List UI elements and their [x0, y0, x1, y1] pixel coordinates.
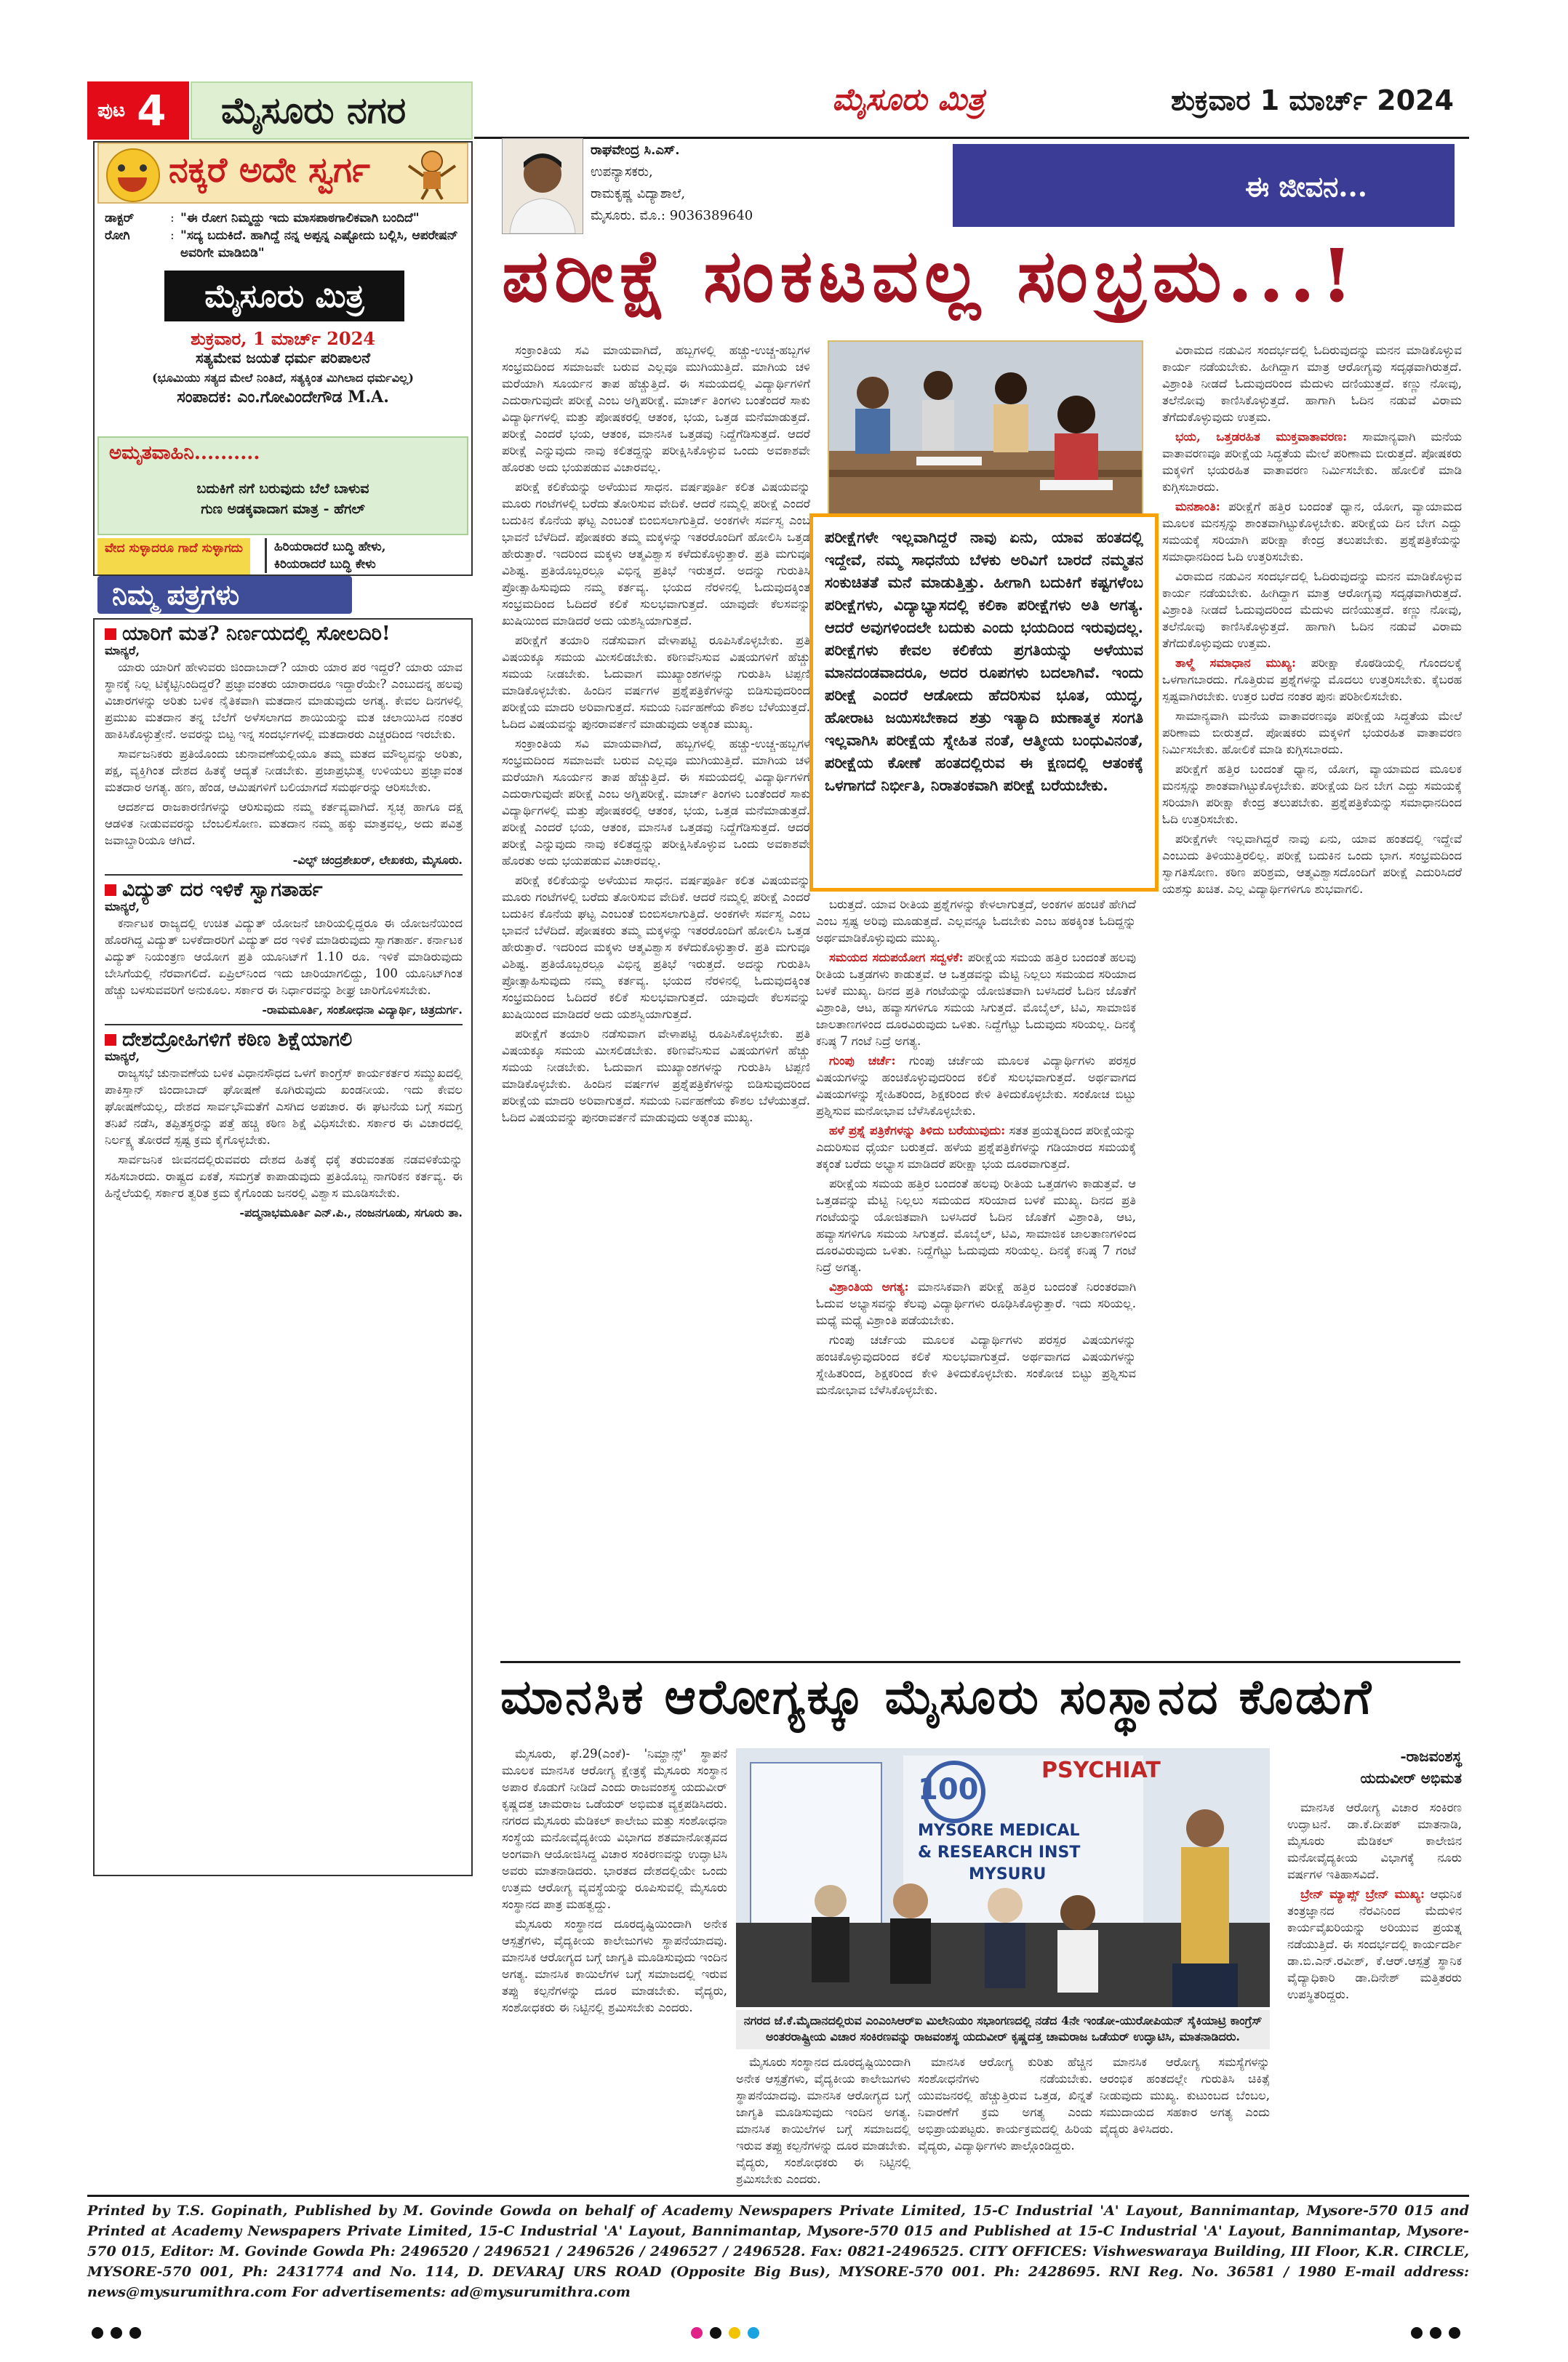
amruthavahini-quote: [99, 479, 467, 519]
registration-dot: [691, 2327, 703, 2339]
article-2-para: ಮೈಸೂರು ಸಂಸ್ಥಾನದ ದೂರದೃಷ್ಟಿಯಿಂದಾಗಿ ಅನೇಕ ಆಸ್ಪತ್ರೆಗಳು, ವೈದ್ಯಕೀಯ ಕಾಲೇಜುಗಳು ಸ್ಥಾಪನೆಯಾದವು. ಮಾನಸಿಕ ಆರೋಗ್ಯದ ಬಗ್ಗೆ ಜಾಗೃತಿ ಮೂಡಿಸುವುದು ಇಂದಿನ ಅಗತ್ಯ. ಮಾನಸಿಕ ಕಾಯಿಲೆಗಳ ಬಗ್ಗೆ ಸಮಾಜದಲ್ಲಿ ಇರುವ ತಪ್ಪು ಕಲ್ಪನೆಗಳನ್ನು ದೂರ ಮಾಡಬೇಕು. ವೈದ್ಯರು, ಸಂಶೋಧಕರು ಈ ನಿಟ್ಟಿನಲ್ಲಿ ಶ್ರಮಿಸಬೇಕು ಎಂದರು.: [502, 1917, 727, 2014]
subheading: ಹಳೆ ಪ್ರಶ್ನೆ ಪತ್ರಿಕೆಗಳನ್ನು ತಿಳಿದು ಬರೆಯುವುದು:: [829, 1124, 1006, 1137]
author-organisation: ರಾಮಕೃಷ್ಣ ವಿದ್ಯಾಶಾಲೆ,: [591, 186, 686, 201]
letter-2-body: ಕರ್ನಾಟಕ ರಾಜ್ಯದಲ್ಲಿ ಉಚಿತ ವಿದ್ಯುತ್ ಯೋಜನೆ ಜಾರಿಯಲ್ಲಿದ್ದರೂ ಈ ಯೋಜನೆಯಿಂದ ಹೊರಗಿದ್ದ ವಿದ್ಯುತ್ ಬಳಕೆದಾರರಿಗೆ ವಿದ್ಯುತ್ ದರ ಇಳಿಕೆ ಮಾಡಿರುವುದು ಸ್ವಾಗತಾರ್ಹ. ಕರ್ನಾಟಕ ವಿದ್ಯುತ್ ನಿಯಂತ್ರಣ ಆಯೋಗ ಪ್ರತಿ ಯೂನಿಟ್‌ಗೆ 1.10 ರೂ. ಇಳಿಕೆ ಮಾಡಿರುವುದು ಬೇಸಿಗೆಯಲ್ಲಿ ನೆರವಾಗಲಿದೆ. ಏಪ್ರಿಲ್‌ನಿಂದ ಇದು ಜಾರಿಯಾಗಲಿದ್ದು, 100 ಯೂನಿಟ್‌ಗಿಂತ ಹೆಚ್ಚು ಬಳಸುವವರಿಗೆ ಅನುಕೂಲ. ಸರ್ಕಾರ ಈ ನಿರ್ಧಾರವನ್ನು ಶೀಘ್ರ ಜಾರಿಗೊಳಿಸಬೇಕು.: [105, 916, 463, 997]
page-number: 4: [137, 86, 167, 135]
article-para: ಪರೀಕ್ಷೆಗೆ ಹತ್ತಿರ ಬಂದಂತೆ ಧ್ಯಾನ, ಯೋಗ, ವ್ಯಾಯಾಮದ ಮೂಲಕ ಮನಸ್ಸನ್ನು ಶಾಂತವಾಗಿಟ್ಟುಕೊಳ್ಳಬೇಕು. ಪರೀಕ್ಷೆಯ ದಿನ ಬೇಗ ಎದ್ದು ಸಮಯಕ್ಕೆ ಸರಿಯಾಗಿ ಪರೀಕ್ಷಾ ಕೇಂದ್ರ ತಲುಪಬೇಕು. ಪ್ರಶ್ನೆಪತ್ರಿಕೆಯನ್ನು ಸಮಾಧಾನದಿಂದ ಓದಿ ಉತ್ತರಿಸಬೇಕು.: [1162, 500, 1462, 564]
registration-dot: [111, 2327, 122, 2339]
letter-1-signature: -ವಿಲ್ಫ್ ಚಂದ್ರಶೇಖರ್, ಲೇಖಕರು, ಮೈಸೂರು.: [292, 853, 463, 867]
article-para: ಸಾಮಾನ್ಯವಾಗಿ ಮನೆಯ ವಾತಾವರಣವೂ ಪರೀಕ್ಷೆಯ ಸಿದ್ಧತೆಯ ಮೇಲೆ ಪರಿಣಾಮ ಬೀರುತ್ತದೆ. ಪೋಷಕರು ಮಕ್ಕಳಿಗೆ ಭಯರಹಿತ ವಾತಾವರಣ ನಿರ್ಮಿಸಬೇಕು. ಹೋಲಿಕೆ ಮಾಡಿ ಕುಗ್ಗಿಸಬಾರದು.: [1162, 430, 1462, 494]
article-para: ಮಾನಸಿಕವಾಗಿ ಪರೀಕ್ಷೆ ಹತ್ತಿರ ಬಂದಂತೆ ನಿರಂತರವಾಗಿ ಓದುವ ಅಭ್ಯಾಸವನ್ನು ಕೆಲವು ವಿದ್ಯಾರ್ಥಿಗಳು ರೂಢಿಸಿಕೊಳ್ಳುತ್ತಾರೆ. ಇದು ಸರಿಯಲ್ಲ. ಮಧ್ಯೆ ಮಧ್ಯೆ ವಿಶ್ರಾಂತಿ ಪಡೆಯಬೇಕು.: [816, 1280, 1136, 1327]
letter-1-body-3: ಆದರ್ಶದ ರಾಜಕಾರಣಿಗಳನ್ನು ಆರಿಸುವುದು ನಮ್ಮ ಕರ್ತವ್ಯವಾಗಿದೆ. ಸ್ವಚ್ಛ ಹಾಗೂ ದಕ್ಷ ಆಡಳಿತ ನೀಡುವವರನ್ನು ಬೆಂಬಲಿಸೋಣ. ಮತದಾನ ನಮ್ಮ ಹಕ್ಕು ಮಾತ್ರವಲ್ಲ, ಅದು ಪವಿತ್ರ ಜವಾಬ್ದಾರಿಯೂ ಆಗಿದೆ.: [105, 800, 463, 847]
masthead-date: ಶುಕ್ರವಾರ, 1 ಮಾರ್ಚ್ 2024: [191, 328, 375, 349]
article-para: ಸಂಕ್ರಾಂತಿಯ ಸವಿ ಮಾಯವಾಗಿದೆ, ಹಬ್ಬಗಳಲ್ಲಿ ಹಚ್ಚು-ಉಚ್ಚ-ಹಬ್ಬಗಳ ಸಂಭ್ರಮದಿಂದ ಸಮಾಜವೇ ಬರುವ ಎಲ್ಲವೂ ಮುಗಿಯುತ್ತಿದೆ. ಮಾಗಿಯ ಚಳಿ ಮರೆಯಾಗಿ ಸೂರ್ಯನ ತಾಪ ಹೆಚ್ಚುತ್ತಿದೆ. ಈ ಸಮಯದಲ್ಲಿ ವಿದ್ಯಾರ್ಥಿಗಳಿಗೆ ಎದುರಾಗುವುದೇ ಪರೀಕ್ಷೆ ಎಂಬ ಅಗ್ನಿಪರೀಕ್ಷೆ. ಮಾರ್ಚ್ ತಿಂಗಳು ಬಂತೆಂದರೆ ಸಾಕು ವಿದ್ಯಾರ್ಥಿಗಳಲ್ಲಿ ಮತ್ತು ಪೋಷಕರಲ್ಲಿ ಆತಂಕ, ಭಯ, ಒತ್ತಡ ಮನೆಮಾಡುತ್ತದೆ. ಪರೀಕ್ಷೆ ಎಂದರೆ ಭಯ, ಆತಂಕ, ಮಾನಸಿಕ ಒತ್ತಡವು ನಿದ್ದೆಗೆಡಿಸುತ್ತದೆ. ಆದರೆ ಪರೀಕ್ಷೆ ಎನ್ನುವುದು ನಾವು ಕಲಿತದ್ದನ್ನು ಪರೀಕ್ಷಿಸಿಕೊಳ್ಳುವ ಒಂದು ಅವಕಾಶವೇ ಹೊರತು ಅದು ಭಯಪಡುವ ವಿಚಾರವಲ್ಲ.: [502, 737, 810, 868]
proverb-box: [97, 538, 468, 575]
article-para: ಬರುತ್ತದೆ. ಯಾವ ರೀತಿಯ ಪ್ರಶ್ನೆಗಳನ್ನು ಕೇಳಲಾಗುತ್ತದೆ, ಅಂಕಗಳ ಹಂಚಿಕೆ ಹೇಗಿದೆ ಎಂಬ ಸ್ಪಷ್ಟ ಅರಿವು ಮೂಡುತ್ತದೆ. ಎಲ್ಲವನ್ನೂ ಓದಬೇಕು ಎಂಬ ಹಠಕ್ಕಿಂತ ಓದಿದ್ದನ್ನು ಅರ್ಥಮಾಡಿಕೊಳ್ಳುವುದು ಮುಖ್ಯ.: [816, 897, 1136, 945]
letter-1-headline: ಯಾರಿಗೆ ಮತ? ನಿರ್ಣಯದಲ್ಲಿ ಸೋಲದಿರಿ!: [105, 625, 463, 642]
registration-dot: [1449, 2327, 1460, 2339]
masthead-motto-meaning: (ಭೂಮಿಯು ಸತ್ಯದ ಮೇಲೆ ನಿಂತಿದೆ, ಸತ್ಯಕ್ಕಿಂತ ಮಿಗಿಲಾದ ಧರ್ಮವಿಲ್ಲ): [152, 371, 414, 385]
photo-caption: ನಗರದ ಜೆ.ಕೆ.ಮೈದಾನದಲ್ಲಿರುವ ಎಂಎಂಸಿಆರ್‌ಐ ಮಿಲೇನಿಯಂ ಸಭಾಂಗಣದಲ್ಲಿ ನಡೆದ 4ನೇ ಇಂಡೋ-ಯುರೋಪಿಯನ್ ಸೈಕಿಯಾಟ್ರಿ ಕಾಂಗ್ರೆಸ್ ಅಂತರರಾಷ್ಟ್ರೀಯ ವಿಚಾರ ಸಂಕಿರಣವನ್ನು ರಾಜವಂಶಸ್ಥ ಯದುವೀರ್ ಕೃಷ್ಣದತ್ತ ಚಾಮರಾಜ ಒಡೆಯರ್ ಉದ್ಘಾಟಿಸಿ, ಮಾತನಾಡಿದರು.: [736, 2010, 1270, 2049]
banner-line-1: MYSORE MEDICAL: [918, 1822, 1080, 1840]
article-para: ಗುಂಪು ಚರ್ಚೆಯ ಮೂಲಕ ವಿದ್ಯಾರ್ಥಿಗಳು ಪರಸ್ಪರ ವಿಷಯಗಳನ್ನು ಹಂಚಿಕೊಳ್ಳುವುದರಿಂದ ಕಲಿಕೆ ಸುಲಭವಾಗುತ್ತದೆ. ಅರ್ಥವಾಗದ ವಿಷಯಗಳನ್ನು ಸ್ನೇಹಿತರಿಂದ, ಶಿಕ್ಷಕರಿಂದ ಕೇಳಿ ತಿಳಿದುಕೊಳ್ಳಬೇಕು. ಸಂಕೋಚ ಬಿಟ್ಟು ಪ್ರಶ್ನಿಸುವ ಮನೋಭಾವ ಬೆಳೆಸಿಕೊಳ್ಳಬೇಕು.: [816, 1333, 1136, 1397]
column-kicker: ಈ ಜೀವನ...: [1245, 170, 1367, 203]
proverb-tag: ವೇದ ಸುಳ್ಳಾದರೂ ಗಾದೆ ಸುಳ್ಳಾಗದು: [97, 538, 250, 575]
subheading: ಗುಂಪು ಚರ್ಚೆ:: [829, 1054, 896, 1068]
header-rule: [474, 137, 1469, 139]
subheading: ವಿಶ್ರಾಂತಿಯ ಅಗತ್ಯ:: [829, 1280, 909, 1294]
letters-column: [105, 625, 463, 1870]
cartoon-figure-icon: [403, 147, 461, 201]
pull-quote-box: ಪರೀಕ್ಷೆಗಳೇ ಇಲ್ಲವಾಗಿದ್ದರೆ ನಾವು ಏನು, ಯಾವ ಹಂತದಲ್ಲಿ ಇದ್ದೇವೆ, ನಮ್ಮ ಸಾಧನೆಯ ಬೆಳಕು ಅರಿವಿಗೆ ಬಾರದೆ ನಮ್ಮತನ ಸಂಕುಚಿತತೆ ಮನೆ ಮಾಡುತ್ತಿತ್ತು. ಹೀಗಾಗಿ ಬದುಕಿಗೆ ಕಷ್ಟಗಳೆಂಬ ಪರೀಕ್ಷೆಗಳು, ವಿದ್ಯಾಭ್ಯಾಸದಲ್ಲಿ ಕಲಿಕಾ ಪರೀಕ್ಷೆಗಳು ಅತಿ ಅಗತ್ಯ. ಆದರೆ ಅವುಗಳಿಂದಲೇ ಬದುಕು ಎಂದು ಭಯದಿಂದ ಇರುವುದಲ್ಲ. ಪರೀಕ್ಷೆಗಳು ಕೇವಲ ಕಲಿಕೆಯ ಪ್ರಗತಿಯನ್ನು ಅಳೆಯುವ ಮಾನದಂಡವಾದರೂ, ಅದರ ರೂಪಗಳು ಬದಲಾಗಿವೆ. ಇಂದು ಪರೀಕ್ಷೆ ಎಂದರೆ ಆಡೋದು ಹೆದರಿಸುವ ಭೂತ, ಯುದ್ಧ, ಹೋರಾಟ ಜಯಿಸಬೇಕಾದ ಶತ್ರು ಇತ್ಯಾದಿ ಋಣಾತ್ಮಕ ಸಂಗತಿ ಇಲ್ಲವಾಗಿಸಿ ಪರೀಕ್ಷೆಯ ಸ್ನೇಹಿತ ನಂತೆ, ಆತ್ಮೀಯ ಬಂಧುವಿನಂತೆ, ಪರೀಕ್ಷೆಯ ಕೋಣೆ ಹಂತದಲ್ಲಿರುವ ಈ ಕ್ಷಣದಲ್ಲಿ ಆತಂಕಕ್ಕೆ ಒಳಗಾಗದೆ ನಿರ್ಭೀತಿ, ನಿರಾತಂಕವಾಗಿ ಪರೀಕ್ಷೆ ಬರೆಯಬೇಕು.: [809, 513, 1159, 892]
joke-banner: [97, 143, 468, 204]
proverb-line-1: ಹಿರಿಯರಾದರೆ ಬುದ್ಧಿ ಹೇಳು,: [274, 540, 386, 554]
article-2-rule: [500, 1661, 1460, 1663]
article-2-para: ಮೈಸೂರು ಸಂಸ್ಥಾನದ ದೂರದೃಷ್ಟಿಯಿಂದಾಗಿ ಅನೇಕ ಆಸ್ಪತ್ರೆಗಳು, ವೈದ್ಯಕೀಯ ಕಾಲೇಜುಗಳು ಸ್ಥಾಪನೆಯಾದವು. ಮಾನಸಿಕ ಆರೋಗ್ಯದ ಬಗ್ಗೆ ಜಾಗೃತಿ ಮೂಡಿಸುವುದು ಇಂದಿನ ಅಗತ್ಯ. ಮಾನಸಿಕ ಕಾಯಿಲೆಗಳ ಬಗ್ಗೆ ಸಮಾಜದಲ್ಲಿ ಇರುವ ತಪ್ಪು ಕಲ್ಪನೆಗಳನ್ನು ದೂರ ಮಾಡಬೇಕು. ವೈದ್ಯರು, ಸಂಶೋಧಕರು ಈ ನಿಟ್ಟಿನಲ್ಲಿ ಶ್ರಮಿಸಬೇಕು ಎಂದರು.: [736, 2055, 911, 2186]
subheading: ಭಯ, ಒತ್ತಡರಹಿತ ಮುಕ್ತವಾತಾವರಣ:: [1175, 430, 1348, 444]
author-name: ರಾಘವೇಂದ್ರ ಸಿ.ಎಸ್.: [591, 143, 680, 158]
letter-2-headline: ವಿದ್ಯುತ್ ದರ ಇಳಿಕೆ ಸ್ವಾಗತಾರ್ಹ: [105, 881, 463, 898]
imprint-line: Printed by T.S. Gopinath, Published by M. Govinde Gowda on behalf of Academy Newspapers Private Limited, 15-C Industrial 'A' Layout, Bannimantap, Mysore-570 015 and Printed at Academy Newspapers Private Limited, 15-C Industrial 'A' Layout, Bannimantap, Mysore-570 015 and Published at 15-C Industrial 'A' Layout, Bannimantap, Mysore-570 015, Editor: M. Govinde Gowda Ph: 2496520 / 2496521 / 2496526 / 2496527 / 2496528. Fax: 0821-2496525. CITY OFFICES: Vishweswaraya Building, III Floor, K.R. CIRCLE, MYSORE-570 001, Ph: 2431774 and No. 114, D. DEVARAJ URS ROAD (Opposite Big Bus), MYSORE-570 001. Ph: 2428695. RNI Reg. No. 36581 / 1980 E-mail address: news@mysurumithra.com For advertisements: ad@mysurumithra.com: [87, 2203, 1469, 2300]
article-para: ಪರೀಕ್ಷೆ ಕಲಿಕೆಯನ್ನು ಅಳೆಯುವ ಸಾಧನ. ವರ್ಷಪೂರ್ತಿ ಕಲಿತ ವಿಷಯವನ್ನು ಮೂರು ಗಂಟೆಗಳಲ್ಲಿ ಬರೆದು ತೋರಿಸುವ ವೇದಿಕೆ. ಆದರೆ ನಮ್ಮಲ್ಲಿ ಪರೀಕ್ಷೆ ಎಂದರೆ ಬದುಕಿನ ಕೊನೆಯ ಘಟ್ಟ ಎಂಬಂತೆ ಬಿಂಬಿಸಲಾಗುತ್ತಿದೆ. ಅಂಕಗಳೇ ಸರ್ವಸ್ವ ಎಂಬ ಭಾವನೆ ಬೆಳೆದಿದೆ. ಪೋಷಕರು ತಮ್ಮ ಮಕ್ಕಳನ್ನು ಇತರರೊಂದಿಗೆ ಹೋಲಿಸಿ ಒತ್ತಡ ಹೇರುತ್ತಾರೆ. ಇದರಿಂದ ಮಕ್ಕಳು ಆತ್ಮವಿಶ್ವಾಸ ಕಳೆದುಕೊಳ್ಳುತ್ತಾರೆ. ಪ್ರತಿ ಮಗುವೂ ವಿಶಿಷ್ಟ. ಪ್ರತಿಯೊಬ್ಬರಲ್ಲೂ ವಿಭಿನ್ನ ಪ್ರತಿಭೆ ಇರುತ್ತದೆ. ಅದನ್ನು ಗುರುತಿಸಿ ಪ್ರೋತ್ಸಾಹಿಸುವುದು ನಮ್ಮ ಕರ್ತವ್ಯ. ಭಯದ ನೆರಳಿನಲ್ಲಿ ಓದುವುದಕ್ಕಿಂತ ಸಂಭ್ರಮದಿಂದ ಓದಿದರೆ ಕಲಿಕೆ ಸುಲಭವಾಗುತ್ತದೆ. ಯಾವುದೇ ಕೆಲಸವನ್ನು ಖುಷಿಯಿಂದ ಮಾಡಿದರೆ ಅದು ಯಶಸ್ವಿಯಾಗುತ್ತದೆ.: [502, 480, 810, 628]
article-2-headline: ಮಾನಸಿಕ ಆರೋಗ್ಯಕ್ಕೂ ಮೈಸೂರು ಸಂಸ್ಥಾನದ ಕೊಡುಗೆ: [500, 1668, 1374, 1725]
letter-2-salutation: ಮಾನ್ಯರೆ,: [105, 900, 140, 913]
masthead-logo: ಮೈಸೂರು ಮಿತ್ರ: [164, 271, 404, 321]
section-name: ಮೈಸೂರು ನಗರ: [191, 81, 473, 140]
registration-dots-left: [92, 2327, 148, 2342]
page-number-badge: [87, 81, 189, 140]
article-para: ಪರೀಕ್ಷೆ ಕಲಿಕೆಯನ್ನು ಅಳೆಯುವ ಸಾಧನ. ವರ್ಷಪೂರ್ತಿ ಕಲಿತ ವಿಷಯವನ್ನು ಮೂರು ಗಂಟೆಗಳಲ್ಲಿ ಬರೆದು ತೋರಿಸುವ ವೇದಿಕೆ. ಆದರೆ ನಮ್ಮಲ್ಲಿ ಪರೀಕ್ಷೆ ಎಂದರೆ ಬದುಕಿನ ಕೊನೆಯ ಘಟ್ಟ ಎಂಬಂತೆ ಬಿಂಬಿಸಲಾಗುತ್ತಿದೆ. ಅಂಕಗಳೇ ಸರ್ವಸ್ವ ಎಂಬ ಭಾವನೆ ಬೆಳೆದಿದೆ. ಪೋಷಕರು ತಮ್ಮ ಮಕ್ಕಳನ್ನು ಇತರರೊಂದಿಗೆ ಹೋಲಿಸಿ ಒತ್ತಡ ಹೇರುತ್ತಾರೆ. ಇದರಿಂದ ಮಕ್ಕಳು ಆತ್ಮವಿಶ್ವಾಸ ಕಳೆದುಕೊಳ್ಳುತ್ತಾರೆ. ಪ್ರತಿ ಮಗುವೂ ವಿಶಿಷ್ಟ. ಪ್ರತಿಯೊಬ್ಬರಲ್ಲೂ ವಿಭಿನ್ನ ಪ್ರತಿಭೆ ಇರುತ್ತದೆ. ಅದನ್ನು ಗುರುತಿಸಿ ಪ್ರೋತ್ಸಾಹಿಸುವುದು ನಮ್ಮ ಕರ್ತವ್ಯ. ಭಯದ ನೆರಳಿನಲ್ಲಿ ಓದುವುದಕ್ಕಿಂತ ಸಂಭ್ರಮದಿಂದ ಓದಿದರೆ ಕಲಿಕೆ ಸುಲಭವಾಗುತ್ತದೆ. ಯಾವುದೇ ಕೆಲಸವನ್ನು ಖುಷಿಯಿಂದ ಮಾಡಿದರೆ ಅದು ಯಶಸ್ವಿಯಾಗುತ್ತದೆ.: [502, 873, 810, 1021]
author-photo: [502, 138, 583, 234]
registration-dot: [710, 2327, 721, 2339]
seminar-event-photo: [736, 1748, 1270, 2007]
banner-line-5: 100: [918, 1773, 979, 1806]
article-2-column-4: [1100, 2054, 1270, 2192]
letter-3-body: ರಾಜ್ಯಸಭೆ ಚುನಾವಣೆಯ ಬಳಿಕ ವಿಧಾನಸೌಧದ ಒಳಗೆ ಕಾಂಗ್ರೆಸ್ ಕಾರ್ಯಕರ್ತರ ಸಮ್ಮುಖದಲ್ಲಿ ಪಾಕಿಸ್ತಾನ್ ಜಿಂದಾಬಾದ್ ಘೋಷಣೆ ಕೂಗಿರುವುದು ಖಂಡನೀಯ. ಇದು ಕೇವಲ ಘೋಷಣೆಯಲ್ಲ, ದೇಶದ ಸಾರ್ವಭೌಮತೆಗೆ ಎಸಗಿದ ಅಪಚಾರ. ಈ ಘಟನೆಯ ಬಗ್ಗೆ ಸಮಗ್ರ ತನಿಖೆ ನಡೆಸಿ, ತಪ್ಪಿತಸ್ಥರನ್ನು ಪತ್ತೆ ಹಚ್ಚಿ ಕಠಿಣ ಶಿಕ್ಷೆ ವಿಧಿಸಬೇಕು. ಸರ್ಕಾರ ಈ ವಿಚಾರದಲ್ಲಿ ನಿರ್ಲಕ್ಷ್ಯ ತೋರದೆ ಸ್ಪಷ್ಟ ಕ್ರಮ ಕೈಗೊಳ್ಳಬೇಕು.: [105, 1066, 463, 1147]
article-column-1: [502, 342, 810, 1644]
article-column-2: [816, 896, 1136, 1644]
banner-line-2: & RESEARCH INST: [918, 1843, 1081, 1862]
article-2-para: ಮೈಸೂರು, ಫೆ.29(ಎಂಕೆ)- 'ನಿಮ್ಹಾನ್ಸ್' ಸ್ಥಾಪನೆ ಮೂಲಕ ಮಾನಸಿಕ ಆರೋಗ್ಯ ಕ್ಷೇತ್ರಕ್ಕೆ ಮೈಸೂರು ಸಂಸ್ಥಾನ ಅಪಾರ ಕೊಡುಗೆ ನೀಡಿದೆ ಎಂದು ರಾಜವಂಶಸ್ಥ ಯದುವೀರ್ ಕೃಷ್ಣದತ್ತ ಚಾಮರಾಜ ಒಡೆಯರ್ ಅಭಿಮತ ವ್ಯಕ್ತಪಡಿಸಿದರು. ನಗರದ ಮೈಸೂರು ಮೆಡಿಕಲ್ ಕಾಲೇಜು ಮತ್ತು ಸಂಶೋಧನಾ ಸಂಸ್ಥೆಯ ಮನೋವೈದ್ಯಕೀಯ ವಿಭಾಗದ ಶತಮಾನೋತ್ಸವದ ಅಂಗವಾಗಿ ಆಯೋಜಿಸಿದ್ದ ವಿಚಾರ ಸಂಕಿರಣವನ್ನು ಉದ್ಘಾಟಿಸಿ ಅವರು ಮಾತನಾಡಿದರು. ಭಾರತದ ದೇಶದಲ್ಲಿಯೇ ಒಂದು ಉತ್ತಮ ಆರೋಗ್ಯ ವ್ಯವಸ್ಥೆಯನ್ನು ರೂಪಿಸುವಲ್ಲಿ ಮೈಸೂರು ಸಂಸ್ಥಾನದ ಪಾತ್ರ ಮಹತ್ವದ್ದು.: [502, 1747, 727, 1911]
article-para: ಪರೀಕ್ಷೆಯ ಸಮಯ ಹತ್ತಿರ ಬಂದಂತೆ ಹಲವು ರೀತಿಯ ಒತ್ತಡಗಳು ಕಾಡುತ್ತವೆ. ಆ ಒತ್ತಡವನ್ನು ಮೆಟ್ಟಿ ನಿಲ್ಲಲು ಸಮಯದ ಸರಿಯಾದ ಬಳಕೆ ಮುಖ್ಯ. ದಿನದ ಪ್ರತಿ ಗಂಟೆಯನ್ನು ಯೋಜಿತವಾಗಿ ಬಳಸಿದರೆ ಓದಿನ ಜೊತೆಗೆ ವಿಶ್ರಾಂತಿ, ಆಟ, ಹವ್ಯಾಸಗಳಿಗೂ ಸಮಯ ಸಿಗುತ್ತದೆ. ಮೊಬೈಲ್, ಟಿವಿ, ಸಾಮಾಜಿಕ ಜಾಲತಾಣಗಳಿಂದ ದೂರವಿರುವುದು ಒಳಿತು. ನಿದ್ದೆಗೆಟ್ಟು ಓದುವುದು ಸರಿಯಲ್ಲ. ದಿನಕ್ಕೆ ಕನಿಷ್ಠ 7 ಗಂಟೆ ನಿದ್ರೆ ಅಗತ್ಯ.: [816, 1177, 1136, 1274]
letter-3-salutation: ಮಾನ್ಯರೆ,: [105, 1049, 140, 1063]
column-kicker-banner: [953, 144, 1455, 227]
joke-title: ನಕ್ಕರೆ ಅದೇ ಸ್ವರ್ಗ: [169, 150, 370, 191]
subheading: ಸಮಯದ ಸದುಪಯೋಗ ಸದ್ವಳಕೆ:: [829, 950, 964, 964]
doctor-label: ಡಾಕ್ಟರ್: [105, 211, 135, 225]
article-para: ಗುಂಪು ಚರ್ಚೆಯ ಮೂಲಕ ವಿದ್ಯಾರ್ಥಿಗಳು ಪರಸ್ಪರ ವಿಷಯಗಳನ್ನು ಹಂಚಿಕೊಳ್ಳುವುದರಿಂದ ಕಲಿಕೆ ಸುಲಭವಾಗುತ್ತದೆ. ಅರ್ಥವಾಗದ ವಿಷಯಗಳನ್ನು ಸ್ನೇಹಿತರಿಂದ, ಶಿಕ್ಷಕರಿಂದ ಕೇಳಿ ತಿಳಿದುಕೊಳ್ಳಬೇಕು. ಸಂಕೋಚ ಬಿಟ್ಟು ಪ್ರಶ್ನಿಸುವ ಮನೋಭಾವ ಬೆಳೆಸಿಕೊಳ್ಳಬೇಕು.: [816, 1054, 1136, 1118]
letters-section-tag: ನಿಮ್ಮ ಪತ್ರಗಳು: [97, 576, 352, 614]
article-para: ಸತತ ಪ್ರಯತ್ನದಿಂದ ಪರೀಕ್ಷೆಯನ್ನು ಎದುರಿಸುವ ಧೈರ್ಯ ಬರುತ್ತದೆ. ಹಳೆಯ ಪ್ರಶ್ನೆಪತ್ರಿಕೆಗಳನ್ನು ಗಡಿಯಾರದ ಸಮಯಕ್ಕೆ ತಕ್ಕಂತೆ ಬರೆದು ಅಭ್ಯಾಸ ಮಾಡಿದರೆ ಪರೀಕ್ಷಾ ಭಯ ದೂರವಾಗುತ್ತದೆ.: [816, 1124, 1136, 1171]
letter-divider: [105, 1024, 463, 1025]
article-2-column-1: [502, 1745, 727, 2190]
footer-rule: [87, 2195, 1469, 2197]
letter-divider: [105, 874, 463, 876]
article-2-para: ಆಧುನಿಕ ತಂತ್ರಜ್ಞಾನದ ನೆರವಿನಿಂದ ಮೆದುಳಿನ ಕಾರ್ಯವೈಖರಿಯನ್ನು ಅರಿಯುವ ಪ್ರಯತ್ನ ನಡೆಯುತ್ತಿದೆ. ಈ ಸಂದರ್ಭದಲ್ಲಿ ಕಾರ್ಯದರ್ಶಿ ಡಾ.ಬಿ.ಎನ್.ರವೀಶ್, ಕೆ.ಆರ್.ಆಸ್ಪತ್ರೆ ಸ್ಥಾನಿಕ ವೈದ್ಯಾಧಿಕಾರಿ ಡಾ.ದಿನೇಶ್ ಮತ್ತಿತರರು ಉಪಸ್ಥಿತರಿದ್ದರು.: [1287, 1887, 1462, 2001]
author-phone: ಮೈಸೂರು. ಮೊ.: 9036389640: [591, 208, 753, 223]
laughing-face-icon: [106, 148, 160, 202]
proverb-text: [265, 538, 386, 573]
masthead-box: [97, 329, 468, 407]
subheading: ತಾಳ್ಮೆ ಸಮಾಧಾನ ಮುಖ್ಯ:: [1175, 656, 1296, 670]
article-2-para: ಮಾನಸಿಕ ಆರೋಗ್ಯ ವಿಚಾರ ಸಂಕಿರಣ ಉದ್ಘಾಟನೆ. ಡಾ.ಕೆ.ದೀಪಕ್ ಮಾತನಾಡಿ, ಮೈಸೂರು ಮೆಡಿಕಲ್ ಕಾಲೇಜಿನ ಮನೋವೈದ್ಯಕೀಯ ವಿಭಾಗಕ್ಕೆ ನೂರು ವರ್ಷಗಳ ಇತಿಹಾಸವಿದೆ.: [1287, 1801, 1462, 1881]
proverb-line-2: ಕಿರಿಯರಾದರೆ ಬುದ್ಧಿ ಕೇಳು: [274, 557, 376, 572]
article-2-para: ಮಾನಸಿಕ ಆರೋಗ್ಯ ಕುರಿತು ಹೆಚ್ಚಿನ ಸಂಶೋಧನೆಗಳು ನಡೆಯಬೇಕು. ಯುವಜನರಲ್ಲಿ ಹೆಚ್ಚುತ್ತಿರುವ ಒತ್ತಡ, ಖಿನ್ನತೆ ನಿವಾರಣೆಗೆ ಕ್ರಮ ಅಗತ್ಯ ಎಂದು ಅಭಿಪ್ರಾಯಪಟ್ಟರು. ಕಾರ್ಯಕ್ರಮದಲ್ಲಿ ಹಿರಿಯ ವೈದ್ಯರು, ವಿದ್ಯಾರ್ಥಿಗಳು ಪಾಲ್ಗೊಂಡಿದ್ದರು.: [918, 2055, 1092, 2153]
registration-dot: [129, 2327, 141, 2339]
page-date: ಶುಕ್ರವಾರ 1 ಮಾರ್ಚ್ 2024: [1171, 84, 1454, 116]
registration-dot: [92, 2327, 103, 2339]
quote-line-1: ಬದುಕಿಗೆ ನಗೆ ಬರುವುದು ಬೆಲೆ ಬಾಳುವ: [196, 481, 369, 497]
article-2-column-5: [1287, 1799, 1462, 2192]
banner-line-4: PSYCHIAT: [1041, 1758, 1161, 1783]
article-column-3: [1162, 342, 1462, 1644]
article-para: ಪರೀಕ್ಷೆಗಳೇ ಇಲ್ಲವಾಗಿದ್ದರೆ ನಾವು ಏನು, ಯಾವ ಹಂತದಲ್ಲಿ ಇದ್ದೇವೆ ಎಂಬುದು ತಿಳಿಯುತ್ತಿರಲಿಲ್ಲ. ಪರೀಕ್ಷೆ ಬದುಕಿನ ಒಂದು ಭಾಗ. ಸಂಭ್ರಮದಿಂದ ಸ್ವಾಗತಿಸೋಣ. ಕಠಿಣ ಪರಿಶ್ರಮ, ಆತ್ಮವಿಶ್ವಾಸದೊಂದಿಗೆ ಪರೀಕ್ಷೆ ಎದುರಿಸಿದರೆ ಯಶಸ್ಸು ಖಚಿತ. ಎಲ್ಲ ವಿದ್ಯಾರ್ಥಿಗಳಿಗೂ ಶುಭವಾಗಲಿ.: [1162, 832, 1462, 896]
masthead-motto: ಸತ್ಯಮೇವ ಜಯತೆ ಧರ್ಮ ಪರಿಪಾಲನೆ: [196, 349, 370, 367]
masthead-editor: ಸಂಪಾದಕ: ಎಂ.ಗೋವಿಂದೇಗೌಡ M.A.: [177, 388, 389, 407]
quote-line-2: ಗುಣ ಅಡಕ್ಕವಾದಾಗ ಮಾತ್ರ - ಹೆಗಲ್: [201, 501, 365, 517]
byline-name: ಯದುವೀರ್ ಅಭಿಮತ: [1360, 1769, 1462, 1787]
subheading: ಮನಶಾಂತಿ:: [1175, 500, 1220, 513]
registration-dot: [1430, 2327, 1441, 2339]
article-2-column-2: [736, 2054, 911, 2192]
article-2-column-3: [918, 2054, 1092, 2192]
registration-dot: [729, 2327, 740, 2339]
byline-title: -ರಾಜವಂಶಸ್ಥ: [1400, 1748, 1462, 1765]
banner-line-3: MYSURU: [969, 1865, 1047, 1883]
subheading: ಬ್ರೇನ್ ಮ್ಯಾಪ್ಸ್ ಬ್ರೇನ್ ಮುಖ್ಯ:: [1300, 1887, 1425, 1901]
amruthavahini-box: [97, 436, 468, 535]
article-2-para: ಮಾನಸಿಕ ಆರೋಗ್ಯ ಸಮಸ್ಯೆಗಳನ್ನು ಆರಂಭಿಕ ಹಂತದಲ್ಲೇ ಗುರುತಿಸಿ ಚಿಕಿತ್ಸೆ ನೀಡುವುದು ಮುಖ್ಯ. ಕುಟುಂಬದ ಬೆಂಬಲ, ಸಮುದಾಯದ ಸಹಕಾರ ಅಗತ್ಯ ಎಂದು ವೈದ್ಯರು ತಿಳಿಸಿದರು.: [1100, 2055, 1270, 2136]
letter-2-signature: -ರಾಮಮೂರ್ತಿ, ಸಂಶೋಧನಾ ವಿದ್ಯಾರ್ಥಿ, ಚಿತ್ರದುರ್ಗ.: [262, 1003, 463, 1017]
main-headline: ಪರೀಕ್ಷೆ ಸಂಕಟವಲ್ಲ ಸಂಭ್ರಮ...!: [502, 233, 1359, 319]
author-info: [591, 140, 753, 227]
letter-1-salutation: ಮಾನ್ಯರೆ,: [105, 644, 140, 657]
letter-3-headline: ದೇಶದ್ರೋಹಿಗಳಿಗೆ ಕಠಿಣ ಶಿಕ್ಷೆಯಾಗಲಿ: [105, 1031, 463, 1048]
page-label: ಪುಟ: [97, 99, 126, 121]
registration-dot: [1411, 2327, 1423, 2339]
letter-1-body: ಯಾರು ಯಾರಿಗೆ ಹೇಳುವರು ಜಿಂದಾಬಾದ್? ಯಾರು ಯಾರ ಪರ ಇದ್ದರೆ? ಯಾರು ಯಾವ ಸ್ಥಾನಕ್ಕೆ ನಿಲ್ಲ ಟಿಕ್ಕೆಟ್ಟಿನಿಂದಿದ್ದರೆ? ಪ್ರಜ್ಞಾವಂತರು ಯಾರಾದರೂ ಇದ್ದಾರೆಯೇ? ಎಂಬುದನ್ನ ಹಲವು ವಿಚಾರಗಳನ್ನು ಅರಿತು ಬಳಿಕ ನೈತಿಕವಾಗಿ ಮತದಾನ ಮಾಡುವುದು ಅಗತ್ಯ. ಕೇವಲ ದಿನಗಳಲ್ಲಿ ಪ್ರಮುಖ ಮತದಾನ ತನ್ನ ಬೆಲೆಗೆ ಅಳೆಸಲಾಗದ ಶಾಯಿಯನ್ನು ಮತ ಚಲಾಯಿಸಿದ ನಂತರ ಹಾಕಿಸಿಕೊಳ್ಳುತ್ತೇನೆ. ಅವರನ್ನು ಬಿಟ್ಟ ಇನ್ನ ಸಂದರ್ಭಗಳಲ್ಲಿ ಮತದಾರರು ಎಚ್ಚರದಿಂದ ಇರಬೇಕು.: [105, 660, 463, 741]
registration-dots-right: [1411, 2327, 1468, 2342]
students-exam-photo: [828, 340, 1143, 515]
doctor-line: "ಈ ರೋಗ ನಿಮ್ಮದ್ದು ಇದು ಮಾಸಪಾಠಗಾಲಿಕವಾಗಿ ಬಂದಿದೆ": [180, 211, 420, 225]
patient-label: ರೋಗಿ: [105, 228, 130, 243]
registration-dot: [748, 2327, 759, 2339]
article-para: ವಿರಾಮದ ನಡುವಿನ ಸಂದರ್ಭದಲ್ಲಿ ಓದಿರುವುದನ್ನು ಮನನ ಮಾಡಿಕೊಳ್ಳುವ ಕಾರ್ಯ ನಡೆಯಬೇಕು. ಹೀಗಿದ್ದಾಗ ಮಾತ್ರ ಆರೋಗ್ಯವು ಸದೃಢವಾಗಿರುತ್ತದೆ. ವಿಶ್ರಾಂತಿ ನೀಡದೆ ಓದುವುದರಿಂದ ಮೆದುಳು ದಣಿಯುತ್ತದೆ. ಕಣ್ಣು ನೋವು, ತಲೆನೋವು ಕಾಣಿಸಿಕೊಳ್ಳುತ್ತದೆ. ಹಾಗಾಗಿ ಓದಿನ ನಡುವೆ ವಿರಾಮ ತೆಗೆದುಕೊಳ್ಳುವುದು ಉತ್ತಮ.: [1162, 343, 1462, 424]
letter-1-body-2: ಸಾರ್ವಜನಿಕರು ಪ್ರತಿಯೊಂದು ಚುನಾವಣೆಯಲ್ಲಿಯೂ ತಮ್ಮ ಮತದ ಮೌಲ್ಯವನ್ನು ಅರಿತು, ಪಕ್ಷ, ವ್ಯಕ್ತಿಗಿಂತ ದೇಶದ ಹಿತಕ್ಕೆ ಆದ್ಯತೆ ನೀಡಬೇಕು. ಪ್ರಜಾಪ್ರಭುತ್ವ ಉಳಿಯಲು ಪ್ರಜ್ಞಾವಂತ ಮತದಾರ ಅಗತ್ಯ. ಹಣ, ಹೆಂಡ, ಆಮಿಷಗಳಿಗೆ ಬಲಿಯಾಗದೆ ಸಮರ್ಥರನ್ನು ಆರಿಸಬೇಕು.: [105, 747, 463, 794]
article-para: ಪರೀಕ್ಷೆಗೆ ತಯಾರಿ ನಡೆಸುವಾಗ ವೇಳಾಪಟ್ಟಿ ರೂಪಿಸಿಕೊಳ್ಳಬೇಕು. ಪ್ರತಿ ವಿಷಯಕ್ಕೂ ಸಮಯ ಮೀಸಲಿಡಬೇಕು. ಕಠಿಣವೆನಿಸುವ ವಿಷಯಗಳಿಗೆ ಹೆಚ್ಚು ಸಮಯ ನೀಡಬೇಕು. ಓದುವಾಗ ಮುಖ್ಯಾಂಶಗಳನ್ನು ಗುರುತಿಸಿ ಟಿಪ್ಪಣಿ ಮಾಡಿಕೊಳ್ಳಬೇಕು. ಹಿಂದಿನ ವರ್ಷಗಳ ಪ್ರಶ್ನೆಪತ್ರಿಕೆಗಳನ್ನು ಬಿಡಿಸುವುದರಿಂದ ಪರೀಕ್ಷೆಯ ಮಾದರಿ ಅರಿವಾಗುತ್ತದೆ. ಸಮಯ ನಿರ್ವಹಣೆಯ ಕೌಶಲ ಬೆಳೆಯುತ್ತದೆ. ಓದಿದ ವಿಷಯವನ್ನು ಪುನರಾವರ್ತನೆ ಮಾಡುವುದು ಅತ್ಯಂತ ಮುಖ್ಯ.: [502, 1027, 810, 1124]
article-para: ಪರೀಕ್ಷೆಗೆ ಹತ್ತಿರ ಬಂದಂತೆ ಧ್ಯಾನ, ಯೋಗ, ವ್ಯಾಯಾಮದ ಮೂಲಕ ಮನಸ್ಸನ್ನು ಶಾಂತವಾಗಿಟ್ಟುಕೊಳ್ಳಬೇಕು. ಪರೀಕ್ಷೆಯ ದಿನ ಬೇಗ ಎದ್ದು ಸಮಯಕ್ಕೆ ಸರಿಯಾಗಿ ಪರೀಕ್ಷಾ ಕೇಂದ್ರ ತಲುಪಬೇಕು. ಪ್ರಶ್ನೆಪತ್ರಿಕೆಯನ್ನು ಸಮಾಧಾನದಿಂದ ಓದಿ ಉತ್ತರಿಸಬೇಕು.: [1162, 762, 1462, 826]
article-para: ಸಾಮಾನ್ಯವಾಗಿ ಮನೆಯ ವಾತಾವರಣವೂ ಪರೀಕ್ಷೆಯ ಸಿದ್ಧತೆಯ ಮೇಲೆ ಪರಿಣಾಮ ಬೀರುತ್ತದೆ. ಪೋಷಕರು ಮಕ್ಕಳಿಗೆ ಭಯರಹಿತ ವಾತಾವರಣ ನಿರ್ಮಿಸಬೇಕು. ಹೋಲಿಕೆ ಮಾಡಿ ಕುಗ್ಗಿಸಬಾರದು.: [1162, 709, 1462, 756]
article-para: ಪರೀಕ್ಷೆಯ ಸಮಯ ಹತ್ತಿರ ಬಂದಂತೆ ಹಲವು ರೀತಿಯ ಒತ್ತಡಗಳು ಕಾಡುತ್ತವೆ. ಆ ಒತ್ತಡವನ್ನು ಮೆಟ್ಟಿ ನಿಲ್ಲಲು ಸಮಯದ ಸರಿಯಾದ ಬಳಕೆ ಮುಖ್ಯ. ದಿನದ ಪ್ರತಿ ಗಂಟೆಯನ್ನು ಯೋಜಿತವಾಗಿ ಬಳಸಿದರೆ ಓದಿನ ಜೊತೆಗೆ ವಿಶ್ರಾಂತಿ, ಆಟ, ಹವ್ಯಾಸಗಳಿಗೂ ಸಮಯ ಸಿಗುತ್ತದೆ. ಮೊಬೈಲ್, ಟಿವಿ, ಸಾಮಾಜಿಕ ಜಾಲತಾಣಗಳಿಂದ ದೂರವಿರುವುದು ಒಳಿತು. ನಿದ್ದೆಗೆಟ್ಟು ಓದುವುದು ಸರಿಯಲ್ಲ. ದಿನಕ್ಕೆ ಕನಿಷ್ಠ 7 ಗಂಟೆ ನಿದ್ರೆ ಅಗತ್ಯ.: [816, 950, 1136, 1048]
article-para: ವಿರಾಮದ ನಡುವಿನ ಸಂದರ್ಭದಲ್ಲಿ ಓದಿರುವುದನ್ನು ಮನನ ಮಾಡಿಕೊಳ್ಳುವ ಕಾರ್ಯ ನಡೆಯಬೇಕು. ಹೀಗಿದ್ದಾಗ ಮಾತ್ರ ಆರೋಗ್ಯವು ಸದೃಢವಾಗಿರುತ್ತದೆ. ವಿಶ್ರಾಂತಿ ನೀಡದೆ ಓದುವುದರಿಂದ ಮೆದುಳು ದಣಿಯುತ್ತದೆ. ಕಣ್ಣು ನೋವು, ತಲೆನೋವು ಕಾಣಿಸಿಕೊಳ್ಳುತ್ತದೆ. ಹಾಗಾಗಿ ಓದಿನ ನಡುವೆ ವಿರಾಮ ತೆಗೆದುಕೊಳ್ಳುವುದು ಉತ್ತಮ.: [1162, 569, 1462, 650]
letter-3-body-2: ಸಾರ್ವಜನಿಕ ಜೀವನದಲ್ಲಿರುವವರು ದೇಶದ ಹಿತಕ್ಕೆ ಧಕ್ಕೆ ತರುವಂತಹ ನಡವಳಿಕೆಯನ್ನು ಸಹಿಸಬಾರದು. ರಾಷ್ಟ್ರದ ಏಕತೆ, ಸಮಗ್ರತೆ ಕಾಪಾಡುವುದು ಪ್ರತಿಯೊಬ್ಬ ನಾಗರಿಕನ ಕರ್ತವ್ಯ. ಈ ಹಿನ್ನೆಲೆಯಲ್ಲಿ ಸರ್ಕಾರ ತ್ವರಿತ ಕ್ರಮ ಕೈಗೊಂಡು ಜನರಲ್ಲಿ ವಿಶ್ವಾಸ ಮೂಡಿಸಬೇಕು.: [105, 1153, 463, 1200]
patient-line: "ಸದ್ಯ ಬದುಕಿದೆ. ಹಾಗಿದ್ದೆ ನನ್ನ ಅಪ್ಪನ್ನ ಎಷ್ಟೋದು ಬಲ್ಲಿ‌ಸಿ, ಆಪರೇಷನ್ ಅವರಿಗೇ ಮಾಡಿಬಿಡಿ": [180, 228, 458, 260]
article-2-byline: [1287, 1745, 1462, 1789]
joke-dialogue: ಡಾಕ್ಟರ್ : "ಈ ರೋಗ ನಿಮ್ಮದ್ದು ಇದು ಮಾಸಪಾಠಗಾಲಿಕವಾಗಿ ಬಂದಿದೆ" ರೋಗಿ : "ಸದ್ಯ ಬದುಕಿದೆ. ಹಾಗಿದ್ದೆ ನನ್ನ ಅಪ್ಪನ್ನ ಎಷ್ಟೋದು ಬಲ್ಲಿ‌ಸಿ, ಆಪರೇಷನ್ ಅವರಿಗೇ ಮಾಡಿಬಿಡಿ": [105, 209, 465, 262]
article-para: ಸಂಕ್ರಾಂತಿಯ ಸವಿ ಮಾಯವಾಗಿದೆ, ಹಬ್ಬಗಳಲ್ಲಿ ಹಚ್ಚು-ಉಚ್ಚ-ಹಬ್ಬಗಳ ಸಂಭ್ರಮದಿಂದ ಸಮಾಜವೇ ಬರುವ ಎಲ್ಲವೂ ಮುಗಿಯುತ್ತಿದೆ. ಮಾಗಿಯ ಚಳಿ ಮರೆಯಾಗಿ ಸೂರ್ಯನ ತಾಪ ಹೆಚ್ಚುತ್ತಿದೆ. ಈ ಸಮಯದಲ್ಲಿ ವಿದ್ಯಾರ್ಥಿಗಳಿಗೆ ಎದುರಾಗುವುದೇ ಪರೀಕ್ಷೆ ಎಂಬ ಅಗ್ನಿಪರೀಕ್ಷೆ. ಮಾರ್ಚ್ ತಿಂಗಳು ಬಂತೆಂದರೆ ಸಾಕು ವಿದ್ಯಾರ್ಥಿಗಳಲ್ಲಿ ಮತ್ತು ಪೋಷಕರಲ್ಲಿ ಆತಂಕ, ಭಯ, ಒತ್ತಡ ಮನೆಮಾಡುತ್ತದೆ. ಪರೀಕ್ಷೆ ಎಂದರೆ ಭಯ, ಆತಂಕ, ಮಾನಸಿಕ ಒತ್ತಡವು ನಿದ್ದೆಗೆಡಿಸುತ್ತದೆ. ಆದರೆ ಪರೀಕ್ಷೆ ಎನ್ನುವುದು ನಾವು ಕಲಿತದ್ದನ್ನು ಪರೀಕ್ಷಿಸಿಕೊಳ್ಳುವ ಒಂದು ಅವಕಾಶವೇ ಹೊರತು ಅದು ಭಯಪಡುವ ವಿಚಾರವಲ್ಲ.: [502, 343, 810, 474]
article-para: ಪರೀಕ್ಷಾ ಕೊಠಡಿಯಲ್ಲಿ ಗೊಂದಲಕ್ಕೆ ಒಳಗಾಗಬಾರದು. ಗೊತ್ತಿರುವ ಪ್ರಶ್ನೆಗಳನ್ನು ಮೊದಲು ಉತ್ತರಿಸಬೇಕು. ಕೈಬರಹ ಸ್ಪಷ್ಟವಾಗಿರಬೇಕು. ಉತ್ತರ ಬರೆದ ನಂತರ ಪುನಃ ಪರಿಶೀಲಿಸಬೇಕು.: [1162, 656, 1462, 703]
author-role: ಉಪನ್ಯಾಸಕರು,: [591, 164, 653, 180]
letter-3-signature: -ಪದ್ಮನಾಭಮೂರ್ತಿ ಎನ್.ಪಿ., ನಂಜನಗೂಡು, ಸಗೂರು ತಾ.: [239, 1206, 463, 1220]
registration-dots-center: [691, 2327, 767, 2342]
amruthavahini-title: ಅಮೃತವಾಹಿನಿ..........: [109, 442, 260, 464]
masthead: ಮೈಸೂರು ಮಿತ್ರ: [832, 81, 985, 117]
article-para: ಪರೀಕ್ಷೆಗೆ ತಯಾರಿ ನಡೆಸುವಾಗ ವೇಳಾಪಟ್ಟಿ ರೂಪಿಸಿಕೊಳ್ಳಬೇಕು. ಪ್ರತಿ ವಿಷಯಕ್ಕೂ ಸಮಯ ಮೀಸಲಿಡಬೇಕು. ಕಠಿಣವೆನಿಸುವ ವಿಷಯಗಳಿಗೆ ಹೆಚ್ಚು ಸಮಯ ನೀಡಬೇಕು. ಓದುವಾಗ ಮುಖ್ಯಾಂಶಗಳನ್ನು ಗುರುತಿಸಿ ಟಿಪ್ಪಣಿ ಮಾಡಿಕೊಳ್ಳಬೇಕು. ಹಿಂದಿನ ವರ್ಷಗಳ ಪ್ರಶ್ನೆಪತ್ರಿಕೆಗಳನ್ನು ಬಿಡಿಸುವುದರಿಂದ ಪರೀಕ್ಷೆಯ ಮಾದರಿ ಅರಿವಾಗುತ್ತದೆ. ಸಮಯ ನಿರ್ವಹಣೆಯ ಕೌಶಲ ಬೆಳೆಯುತ್ತದೆ. ಓದಿದ ವಿಷಯವನ್ನು ಪುನರಾವರ್ತನೆ ಮಾಡುವುದು ಅತ್ಯಂತ ಮುಖ್ಯ.: [502, 633, 810, 731]
